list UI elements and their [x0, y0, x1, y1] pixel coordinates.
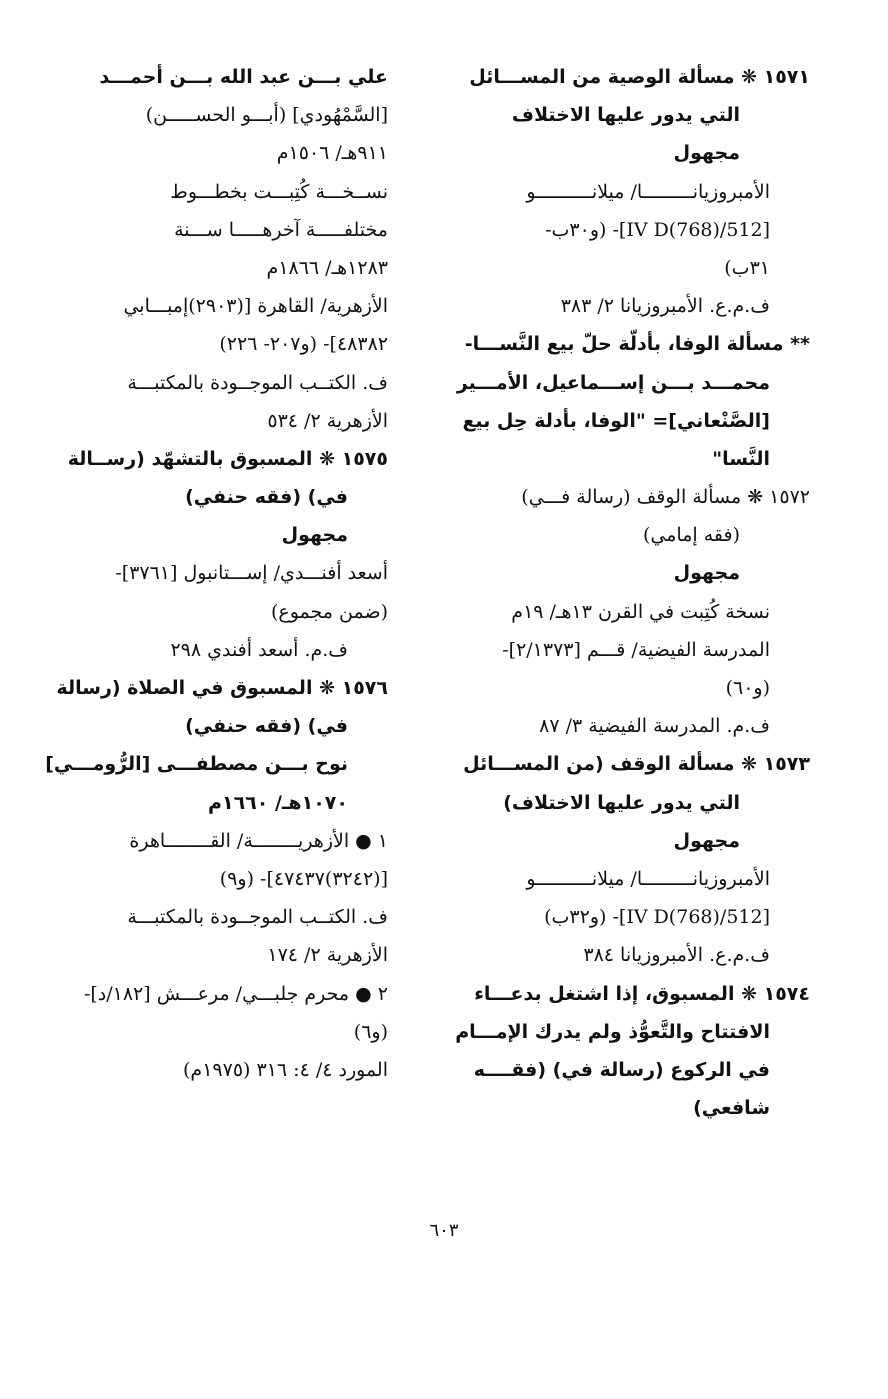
text-line: الأمبروزيانـــــــــا/ ميلانــــــــــو: [526, 180, 770, 203]
text-line: ٩١١هـ/ ١٥٠٦م: [276, 142, 388, 165]
text-line: الافتتاح والتَّعوُّذ ولم يدرك الإمـــام: [455, 1020, 770, 1043]
text-line: (و٦): [353, 1020, 388, 1043]
text-line: ف.م.ع. الأمبروزيانا ٢/ ٣٨٣: [560, 295, 770, 318]
text-line: [الصَّنْعاني]= "الوفا، بأدلة حِل بيع: [462, 409, 770, 432]
text-line: ف.م.ع. الأمبروزيانا ٣٨٤: [583, 944, 770, 967]
text-line: الأزهرية/ القاهرة [(٢٩٠٣)إمبـــابي: [123, 295, 388, 318]
text-line: ١٥٧٥ ❋ المسبوق بالتشهّد (رســالة: [67, 447, 388, 470]
text-line: ١٥٧٤ ❋ المسبوق، إذا اشتغل بدعـــاء: [474, 982, 810, 1005]
text-line: الأزهرية ٢/ ٥٣٤: [267, 409, 388, 432]
text-line: مجهول: [673, 142, 740, 165]
text-line: (فقه إمامي): [642, 524, 740, 547]
text-line: في) (فقه حنفي): [185, 486, 348, 509]
text-line: ٢ ● محرم جلبـــي/ مرعـــش [١٨٢/د]-: [83, 982, 388, 1005]
text-line: ف.م. أسعد أفندي ٢٩٨: [170, 638, 348, 661]
text-line: ١٥٧٣ ❋ مسألة الوقف (من المســـائل: [463, 753, 810, 776]
text-line: مجهول: [673, 829, 740, 852]
text-line: ١٥٧٦ ❋ المسبوق في الصلاة (رسالة: [56, 677, 388, 699]
text-line: مجهول: [673, 562, 740, 585]
text-line: ٤٨٣٨٢]- (و٢٠٧- ٢٢٦): [219, 333, 388, 356]
text-line: ٣١ب): [724, 256, 770, 279]
text-line: ١ ● الأزهريــــــــة/ القــــــــاهرة: [129, 829, 388, 852]
text-line: ١٢٨٣هـ/ ١٨٦٦م: [266, 256, 388, 279]
text-line: شافعي): [693, 1097, 770, 1120]
text-line: ١٥٧١ ❋ مسألة الوصية من المســـائل: [469, 66, 810, 88]
text-line: مختلفـــــة آخرهـــــا ســـنة: [174, 218, 388, 241]
text-line: ف. الكتــب الموجــودة بالمكتبـــة: [127, 371, 388, 394]
text-line: (ضمن مجموع): [270, 600, 388, 623]
text-line: في الركوع (رسالة في) (فقــــه: [473, 1058, 770, 1081]
text-line: (و٦٠): [725, 677, 770, 699]
text-line: المدرسة الفيضية/ قـــم [٢/١٣٧٣]-: [502, 638, 770, 661]
text-line: التي يدور عليها الاختلاف: [511, 104, 740, 127]
text-line: ١٥٧٢ ❋ مسألة الوقف (رسالة فـــي): [521, 486, 810, 509]
text-line: علي بـــن عبد الله بـــن أحمـــد: [99, 66, 388, 88]
right-column: [455, 58, 810, 1127]
text-line: ف.م. المدرسة الفيضية ٣/ ٨٧: [539, 715, 770, 738]
text-line: نسخة كُتِبت في القرن ١٣هـ/ ١٩م: [511, 600, 770, 623]
text-line: [512/IV D(768)]- (و٣٠ب-: [545, 218, 770, 241]
text-line: المورد ٤/ ٤: ٣١٦ (١٩٧٥م): [183, 1058, 388, 1081]
text-line: [السَّمْهُودي] (أبـــو الحســـــن): [145, 104, 388, 127]
text-line: [512/IV D(768)]- (و٣٢ب): [544, 906, 770, 929]
text-line: [(٣٢٤٢)٤٧٤٣٧]- (و٩): [219, 867, 388, 890]
text-line: أسعد أفنـــدي/ إســـتانبول [٣٧٦١]-: [115, 562, 388, 585]
text-line: محمـــد بـــن إســـماعيل، الأمـــير: [456, 371, 770, 394]
text-line: الأمبروزيانـــــــــا/ ميلانــــــــــو: [526, 867, 770, 890]
text-line: في) (فقه حنفي): [185, 715, 348, 738]
left-column: [45, 58, 388, 1089]
text-line: ١٠٧٠هـ/ ١٦٦٠م: [208, 791, 348, 814]
text-line: نســخـــة كُتِبـــت بخطـــوط: [170, 180, 388, 203]
text-line: ف. الكتــب الموجــودة بالمكتبـــة: [127, 906, 388, 929]
text-line: التي يدور عليها الاختلاف): [503, 791, 740, 814]
page-number: ٦٠٣: [429, 1220, 459, 1241]
text-line: ** مسألة الوفا، بأدلّة حلّ بيع النَّســـا-: [464, 333, 810, 356]
text-line: الأزهرية ٢/ ١٧٤: [267, 944, 388, 967]
text-line: مجهول: [281, 524, 348, 547]
text-line: النَّسا": [712, 447, 770, 470]
text-line: نوح بـــن مصطفـــى [الرُّومـــي]: [45, 753, 348, 776]
